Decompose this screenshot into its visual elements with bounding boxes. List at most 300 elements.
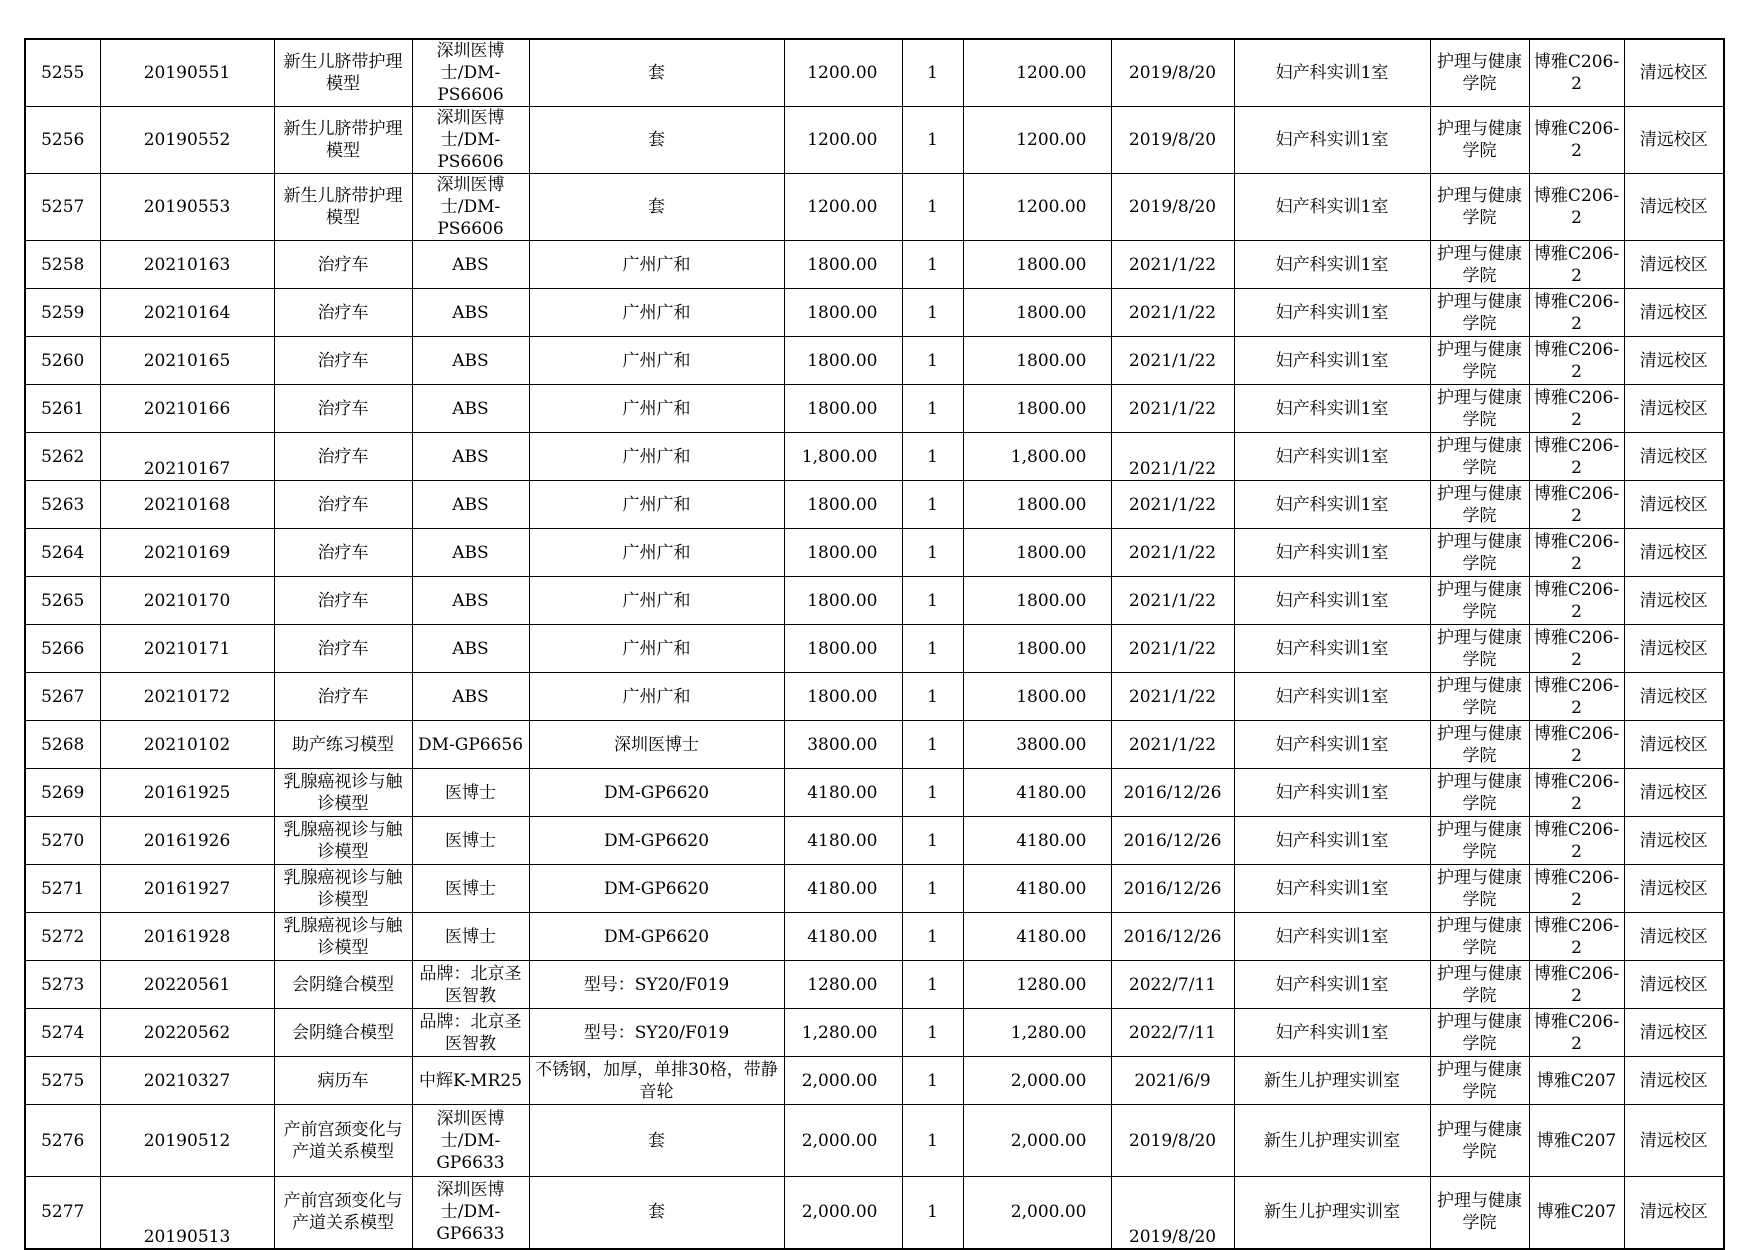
cell-quantity: 1: [902, 1057, 963, 1105]
table-row: [25, 577, 1724, 625]
cell-asset-name: 产前宫颈变化与产道关系模型: [274, 1177, 412, 1249]
cell-location: 博雅C206-2: [1529, 39, 1624, 107]
cell-asset-name: 助产练习模型: [274, 721, 412, 769]
cell-seq-no: 5258: [25, 241, 100, 289]
cell-quantity: 1: [902, 337, 963, 385]
cell-spec: ABS: [412, 625, 529, 673]
cell-campus: 清远校区: [1624, 817, 1724, 865]
cell-quantity: 1: [902, 289, 963, 337]
table-row: [25, 1105, 1724, 1177]
cell-quantity: 1: [902, 769, 963, 817]
cell-location: 博雅C206-2: [1529, 337, 1624, 385]
cell-location: 博雅C206-2: [1529, 107, 1624, 174]
cell-seq-no: 5269: [25, 769, 100, 817]
cell-amount: 2,000.00: [963, 1177, 1111, 1249]
cell-unit-price: 1,280.00: [784, 1009, 902, 1057]
cell-amount: 2,000.00: [963, 1105, 1111, 1177]
cell-date: 2021/1/22: [1111, 481, 1234, 529]
cell-seq-no: 5255: [25, 39, 100, 107]
cell-quantity: 1: [902, 1009, 963, 1057]
cell-amount: 1800.00: [963, 529, 1111, 577]
cell-unit-price: 4180.00: [784, 817, 902, 865]
cell-brand-model: DM-GP6620: [529, 913, 784, 961]
cell-brand-model: DM-GP6620: [529, 817, 784, 865]
cell-quantity: 1: [902, 174, 963, 241]
cell-date: 2021/1/22: [1111, 241, 1234, 289]
cell-unit-price: 1200.00: [784, 39, 902, 107]
cell-date: 2016/12/26: [1111, 865, 1234, 913]
cell-date: 2021/1/22: [1111, 385, 1234, 433]
cell-campus: 清远校区: [1624, 1105, 1724, 1177]
cell-date: 2021/1/22: [1111, 673, 1234, 721]
cell-seq-no: 5263: [25, 481, 100, 529]
cell-brand-model: 不锈钢，加厚，单排30格，带静音轮: [529, 1057, 784, 1105]
cell-spec: ABS: [412, 289, 529, 337]
cell-unit-price: 2,000.00: [784, 1105, 902, 1177]
cell-seq-no: 5272: [25, 913, 100, 961]
cell-unit-price: 1280.00: [784, 961, 902, 1009]
cell-campus: 清远校区: [1624, 481, 1724, 529]
cell-asset-code: 20190553: [100, 174, 274, 241]
cell-location: 博雅C206-2: [1529, 817, 1624, 865]
cell-campus: 清远校区: [1624, 673, 1724, 721]
cell-brand-model: DM-GP6620: [529, 865, 784, 913]
cell-brand-model: 套: [529, 39, 784, 107]
cell-asset-code: 20161927: [100, 865, 274, 913]
cell-campus: 清远校区: [1624, 961, 1724, 1009]
cell-spec: 深圳医博士/DM-GP6633: [412, 1105, 529, 1177]
cell-quantity: 1: [902, 625, 963, 673]
cell-amount: 1800.00: [963, 481, 1111, 529]
cell-seq-no: 5273: [25, 961, 100, 1009]
cell-asset-name: 新生儿脐带护理模型: [274, 107, 412, 174]
cell-seq-no: 5277: [25, 1177, 100, 1249]
cell-spec: ABS: [412, 241, 529, 289]
cell-asset-code: 20161926: [100, 817, 274, 865]
cell-department: 护理与健康学院: [1430, 913, 1529, 961]
cell-department: 护理与健康学院: [1430, 433, 1529, 481]
cell-quantity: 1: [902, 39, 963, 107]
cell-campus: 清远校区: [1624, 385, 1724, 433]
cell-unit-price: 1800.00: [784, 481, 902, 529]
table-row: [25, 865, 1724, 913]
cell-campus: 清远校区: [1624, 529, 1724, 577]
cell-department: 护理与健康学院: [1430, 385, 1529, 433]
cell-location: 博雅C206-2: [1529, 174, 1624, 241]
cell-seq-no: 5265: [25, 577, 100, 625]
table-body: [25, 39, 1724, 1249]
cell-room: 新生儿护理实训室: [1234, 1177, 1430, 1249]
cell-amount: 1,800.00: [963, 433, 1111, 481]
cell-asset-code: 20210166: [100, 385, 274, 433]
cell-room: 妇产科实训1室: [1234, 625, 1430, 673]
table-row: [25, 174, 1724, 241]
cell-date: 2016/12/26: [1111, 913, 1234, 961]
cell-seq-no: 5260: [25, 337, 100, 385]
cell-seq-no: 5262: [25, 433, 100, 481]
cell-spec: ABS: [412, 577, 529, 625]
cell-campus: 清远校区: [1624, 107, 1724, 174]
cell-location: 博雅C206-2: [1529, 433, 1624, 481]
cell-asset-name: 治疗车: [274, 625, 412, 673]
cell-department: 护理与健康学院: [1430, 769, 1529, 817]
cell-room: 妇产科实训1室: [1234, 817, 1430, 865]
cell-quantity: 1: [902, 433, 963, 481]
cell-room: 妇产科实训1室: [1234, 1009, 1430, 1057]
cell-seq-no: 5271: [25, 865, 100, 913]
cell-spec: 医博士: [412, 913, 529, 961]
cell-location: 博雅C206-2: [1529, 577, 1624, 625]
cell-brand-model: 套: [529, 174, 784, 241]
table-row: [25, 337, 1724, 385]
table-row: [25, 625, 1724, 673]
cell-asset-code: 20220562: [100, 1009, 274, 1057]
cell-campus: 清远校区: [1624, 337, 1724, 385]
cell-department: 护理与健康学院: [1430, 107, 1529, 174]
cell-date: 2019/8/20: [1111, 1105, 1234, 1177]
cell-unit-price: 2,000.00: [784, 1057, 902, 1105]
cell-campus: 清远校区: [1624, 39, 1724, 107]
cell-amount: 4180.00: [963, 769, 1111, 817]
cell-department: 护理与健康学院: [1430, 1009, 1529, 1057]
cell-spec: ABS: [412, 673, 529, 721]
cell-department: 护理与健康学院: [1430, 39, 1529, 107]
cell-date: 2019/8/20: [1111, 107, 1234, 174]
cell-room: 妇产科实训1室: [1234, 961, 1430, 1009]
cell-brand-model: 套: [529, 107, 784, 174]
cell-room: 妇产科实训1室: [1234, 577, 1430, 625]
cell-department: 护理与健康学院: [1430, 961, 1529, 1009]
cell-quantity: 1: [902, 1177, 963, 1249]
cell-spec: 品牌：北京圣医智教: [412, 1009, 529, 1057]
cell-amount: 1200.00: [963, 39, 1111, 107]
cell-asset-code: 20161925: [100, 769, 274, 817]
cell-campus: 清远校区: [1624, 625, 1724, 673]
cell-unit-price: 1800.00: [784, 625, 902, 673]
cell-quantity: 1: [902, 673, 963, 721]
cell-unit-price: 1200.00: [784, 174, 902, 241]
asset-table: [24, 38, 1725, 1250]
cell-amount: 1280.00: [963, 961, 1111, 1009]
cell-location: 博雅C206-2: [1529, 961, 1624, 1009]
cell-brand-model: 广州广和: [529, 289, 784, 337]
cell-date: 2021/1/22: [1111, 721, 1234, 769]
cell-room: 妇产科实训1室: [1234, 865, 1430, 913]
cell-asset-code: 20210172: [100, 673, 274, 721]
cell-spec: 深圳医博士/DM-PS6606: [412, 174, 529, 241]
table-row: [25, 39, 1724, 107]
cell-amount: 2,000.00: [963, 1057, 1111, 1105]
cell-room: 妇产科实训1室: [1234, 337, 1430, 385]
cell-unit-price: 1,800.00: [784, 433, 902, 481]
cell-seq-no: 5261: [25, 385, 100, 433]
cell-brand-model: 型号：SY20/F019: [529, 1009, 784, 1057]
cell-campus: 清远校区: [1624, 1057, 1724, 1105]
table-row: [25, 769, 1724, 817]
cell-location: 博雅C206-2: [1529, 721, 1624, 769]
cell-quantity: 1: [902, 577, 963, 625]
cell-department: 护理与健康学院: [1430, 721, 1529, 769]
cell-spec: 深圳医博士/DM-GP6633: [412, 1177, 529, 1249]
cell-room: 妇产科实训1室: [1234, 433, 1430, 481]
cell-asset-code: 20210327: [100, 1057, 274, 1105]
cell-asset-code: 20190513: [100, 1177, 274, 1249]
cell-campus: 清远校区: [1624, 913, 1724, 961]
cell-brand-model: 套: [529, 1177, 784, 1249]
cell-amount: 1800.00: [963, 577, 1111, 625]
cell-location: 博雅C207: [1529, 1105, 1624, 1177]
cell-quantity: 1: [902, 385, 963, 433]
table-row: [25, 817, 1724, 865]
cell-location: 博雅C206-2: [1529, 769, 1624, 817]
cell-quantity: 1: [902, 241, 963, 289]
table-row: [25, 1009, 1724, 1057]
cell-date: 2021/1/22: [1111, 529, 1234, 577]
cell-brand-model: 广州广和: [529, 577, 784, 625]
table-row: [25, 961, 1724, 1009]
cell-date: 2019/8/20: [1111, 39, 1234, 107]
cell-department: 护理与健康学院: [1430, 481, 1529, 529]
table-row: [25, 1177, 1724, 1249]
cell-asset-code: 20210164: [100, 289, 274, 337]
cell-amount: 1200.00: [963, 107, 1111, 174]
cell-amount: 4180.00: [963, 913, 1111, 961]
cell-spec: 深圳医博士/DM-PS6606: [412, 39, 529, 107]
cell-asset-name: 治疗车: [274, 337, 412, 385]
cell-asset-name: 治疗车: [274, 289, 412, 337]
cell-department: 护理与健康学院: [1430, 289, 1529, 337]
cell-seq-no: 5257: [25, 174, 100, 241]
cell-seq-no: 5256: [25, 107, 100, 174]
cell-brand-model: 广州广和: [529, 529, 784, 577]
cell-asset-code: 20161928: [100, 913, 274, 961]
cell-date: 2022/7/11: [1111, 961, 1234, 1009]
cell-department: 护理与健康学院: [1430, 577, 1529, 625]
cell-unit-price: 1800.00: [784, 577, 902, 625]
cell-spec: ABS: [412, 337, 529, 385]
cell-room: 妇产科实训1室: [1234, 174, 1430, 241]
cell-spec: ABS: [412, 433, 529, 481]
cell-unit-price: 4180.00: [784, 913, 902, 961]
cell-date: 2016/12/26: [1111, 817, 1234, 865]
cell-amount: 4180.00: [963, 865, 1111, 913]
cell-brand-model: 广州广和: [529, 241, 784, 289]
cell-seq-no: 5270: [25, 817, 100, 865]
cell-spec: 品牌：北京圣医智教: [412, 961, 529, 1009]
cell-date: 2021/1/22: [1111, 625, 1234, 673]
cell-room: 妇产科实训1室: [1234, 529, 1430, 577]
cell-amount: 3800.00: [963, 721, 1111, 769]
cell-asset-code: 20190512: [100, 1105, 274, 1177]
cell-room: 妇产科实训1室: [1234, 289, 1430, 337]
cell-date: 2021/1/22: [1111, 433, 1234, 481]
cell-asset-name: 治疗车: [274, 673, 412, 721]
cell-location: 博雅C206-2: [1529, 1009, 1624, 1057]
cell-asset-code: 20190552: [100, 107, 274, 174]
cell-campus: 清远校区: [1624, 174, 1724, 241]
cell-asset-code: 20210165: [100, 337, 274, 385]
cell-unit-price: 4180.00: [784, 769, 902, 817]
cell-brand-model: 广州广和: [529, 337, 784, 385]
table-row: [25, 289, 1724, 337]
cell-location: 博雅C207: [1529, 1177, 1624, 1249]
cell-unit-price: 3800.00: [784, 721, 902, 769]
cell-seq-no: 5266: [25, 625, 100, 673]
cell-quantity: 1: [902, 961, 963, 1009]
cell-brand-model: 套: [529, 1105, 784, 1177]
cell-asset-code: 20210167: [100, 433, 274, 481]
cell-location: 博雅C206-2: [1529, 385, 1624, 433]
cell-asset-name: 治疗车: [274, 577, 412, 625]
table-row: [25, 913, 1724, 961]
table-row: [25, 107, 1724, 174]
cell-campus: 清远校区: [1624, 433, 1724, 481]
cell-brand-model: 广州广和: [529, 481, 784, 529]
cell-asset-name: 乳腺癌视诊与触诊模型: [274, 817, 412, 865]
cell-amount: 1800.00: [963, 337, 1111, 385]
cell-location: 博雅C206-2: [1529, 481, 1624, 529]
cell-spec: DM-GP6656: [412, 721, 529, 769]
table-row: [25, 433, 1724, 481]
cell-brand-model: 广州广和: [529, 433, 784, 481]
cell-amount: 1200.00: [963, 174, 1111, 241]
cell-quantity: 1: [902, 817, 963, 865]
table-row: [25, 673, 1724, 721]
cell-asset-name: 治疗车: [274, 433, 412, 481]
cell-department: 护理与健康学院: [1430, 673, 1529, 721]
cell-seq-no: 5264: [25, 529, 100, 577]
cell-date: 2021/1/22: [1111, 337, 1234, 385]
cell-department: 护理与健康学院: [1430, 1177, 1529, 1249]
cell-quantity: 1: [902, 1105, 963, 1177]
cell-room: 妇产科实训1室: [1234, 385, 1430, 433]
cell-campus: 清远校区: [1624, 289, 1724, 337]
cell-room: 妇产科实训1室: [1234, 769, 1430, 817]
cell-amount: 1800.00: [963, 241, 1111, 289]
cell-quantity: 1: [902, 529, 963, 577]
cell-quantity: 1: [902, 865, 963, 913]
cell-date: 2021/6/9: [1111, 1057, 1234, 1105]
cell-location: 博雅C206-2: [1529, 529, 1624, 577]
cell-asset-name: 治疗车: [274, 385, 412, 433]
cell-date: 2021/1/22: [1111, 577, 1234, 625]
cell-brand-model: 型号：SY20/F019: [529, 961, 784, 1009]
cell-campus: 清远校区: [1624, 721, 1724, 769]
cell-campus: 清远校区: [1624, 1009, 1724, 1057]
cell-seq-no: 5267: [25, 673, 100, 721]
table-row: [25, 721, 1724, 769]
cell-asset-name: 会阴缝合模型: [274, 961, 412, 1009]
cell-amount: 1800.00: [963, 673, 1111, 721]
cell-unit-price: 1800.00: [784, 289, 902, 337]
cell-date: 2019/8/20: [1111, 174, 1234, 241]
cell-campus: 清远校区: [1624, 577, 1724, 625]
cell-spec: 医博士: [412, 769, 529, 817]
cell-unit-price: 1800.00: [784, 337, 902, 385]
cell-asset-name: 乳腺癌视诊与触诊模型: [274, 913, 412, 961]
cell-quantity: 1: [902, 481, 963, 529]
table-row: [25, 1057, 1724, 1105]
cell-department: 护理与健康学院: [1430, 1057, 1529, 1105]
cell-unit-price: 4180.00: [784, 865, 902, 913]
cell-unit-price: 1800.00: [784, 673, 902, 721]
cell-asset-code: 20210163: [100, 241, 274, 289]
cell-seq-no: 5274: [25, 1009, 100, 1057]
cell-room: 妇产科实训1室: [1234, 913, 1430, 961]
cell-campus: 清远校区: [1624, 865, 1724, 913]
cell-brand-model: DM-GP6620: [529, 769, 784, 817]
cell-brand-model: 广州广和: [529, 625, 784, 673]
cell-unit-price: 1200.00: [784, 107, 902, 174]
cell-brand-model: 深圳医博士: [529, 721, 784, 769]
cell-amount: 1800.00: [963, 289, 1111, 337]
cell-room: 新生儿护理实训室: [1234, 1057, 1430, 1105]
cell-location: 博雅C206-2: [1529, 289, 1624, 337]
cell-date: 2016/12/26: [1111, 769, 1234, 817]
cell-asset-name: 病历车: [274, 1057, 412, 1105]
cell-asset-code: 20210170: [100, 577, 274, 625]
cell-seq-no: 5275: [25, 1057, 100, 1105]
cell-quantity: 1: [902, 721, 963, 769]
cell-unit-price: 1800.00: [784, 529, 902, 577]
cell-asset-code: 20210168: [100, 481, 274, 529]
cell-asset-name: 治疗车: [274, 481, 412, 529]
cell-asset-code: 20220561: [100, 961, 274, 1009]
cell-spec: 医博士: [412, 817, 529, 865]
cell-date: 2022/7/11: [1111, 1009, 1234, 1057]
cell-department: 护理与健康学院: [1430, 241, 1529, 289]
cell-spec: 医博士: [412, 865, 529, 913]
cell-location: 博雅C206-2: [1529, 673, 1624, 721]
table-row: [25, 529, 1724, 577]
cell-unit-price: 1800.00: [784, 385, 902, 433]
cell-asset-name: 会阴缝合模型: [274, 1009, 412, 1057]
cell-unit-price: 1800.00: [784, 241, 902, 289]
table-row: [25, 481, 1724, 529]
cell-department: 护理与健康学院: [1430, 817, 1529, 865]
cell-unit-price: 2,000.00: [784, 1177, 902, 1249]
cell-quantity: 1: [902, 913, 963, 961]
cell-spec: 深圳医博士/DM-PS6606: [412, 107, 529, 174]
cell-amount: 1,280.00: [963, 1009, 1111, 1057]
cell-spec: 中辉K-MR25: [412, 1057, 529, 1105]
cell-asset-code: 20210102: [100, 721, 274, 769]
cell-asset-code: 20210169: [100, 529, 274, 577]
cell-amount: 4180.00: [963, 817, 1111, 865]
cell-department: 护理与健康学院: [1430, 1105, 1529, 1177]
cell-spec: ABS: [412, 529, 529, 577]
cell-brand-model: 广州广和: [529, 673, 784, 721]
cell-campus: 清远校区: [1624, 769, 1724, 817]
cell-asset-name: 乳腺癌视诊与触诊模型: [274, 865, 412, 913]
cell-brand-model: 广州广和: [529, 385, 784, 433]
cell-department: 护理与健康学院: [1430, 865, 1529, 913]
cell-amount: 1800.00: [963, 625, 1111, 673]
cell-quantity: 1: [902, 107, 963, 174]
cell-asset-name: 乳腺癌视诊与触诊模型: [274, 769, 412, 817]
cell-department: 护理与健康学院: [1430, 529, 1529, 577]
cell-spec: ABS: [412, 481, 529, 529]
cell-seq-no: 5268: [25, 721, 100, 769]
cell-asset-name: 治疗车: [274, 529, 412, 577]
cell-amount: 1800.00: [963, 385, 1111, 433]
cell-room: 新生儿护理实训室: [1234, 1105, 1430, 1177]
table-row: [25, 241, 1724, 289]
cell-asset-name: 治疗车: [274, 241, 412, 289]
cell-department: 护理与健康学院: [1430, 625, 1529, 673]
cell-department: 护理与健康学院: [1430, 337, 1529, 385]
cell-seq-no: 5259: [25, 289, 100, 337]
